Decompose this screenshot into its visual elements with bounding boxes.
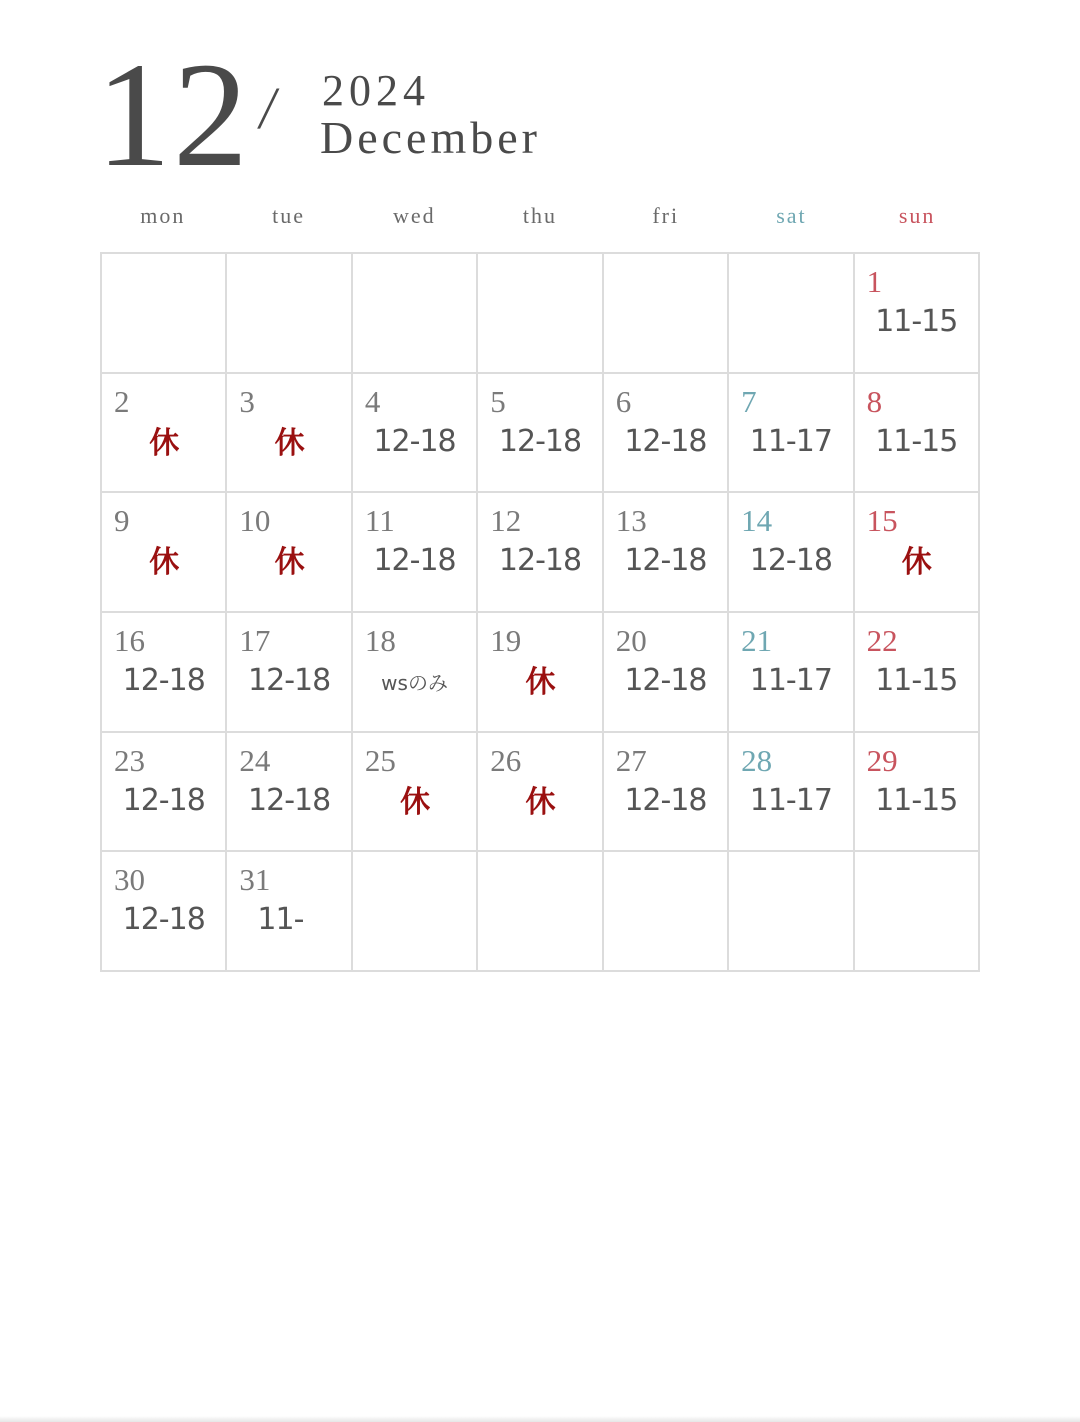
business-hours: 12-18: [498, 543, 582, 579]
weekday-fri: fri: [652, 203, 680, 228]
business-hours: 11-17: [749, 662, 832, 698]
year-label: 2024: [322, 66, 430, 115]
day-number: 15: [866, 503, 898, 539]
day-number: 25: [364, 742, 396, 778]
empty-cell: [729, 254, 854, 374]
business-hours: 12-18: [248, 782, 331, 818]
weekday-wed: wed: [392, 203, 436, 228]
day-cell-12: [478, 493, 603, 613]
business-hours: 11-: [257, 902, 304, 938]
day-cell-11: [353, 493, 478, 613]
workshop-only-note: wsのみ: [381, 670, 448, 695]
day-cell-26: [478, 733, 603, 853]
empty-cell: [604, 852, 729, 972]
day-number: 10: [239, 503, 271, 539]
closed-mark: 休: [525, 784, 555, 820]
day-number: 11: [364, 503, 395, 539]
closed-mark: 休: [149, 425, 179, 461]
business-hours: 12-18: [624, 543, 707, 579]
business-hours: 11-15: [875, 304, 958, 339]
day-number: 12: [490, 503, 522, 539]
day-cell-18: [353, 613, 478, 733]
day-number: 14: [741, 503, 773, 539]
day-cell-9: [102, 493, 227, 613]
business-hours: 12-18: [122, 782, 205, 818]
empty-cell: [353, 852, 478, 972]
header-slash: /: [255, 75, 282, 141]
day-number: 24: [239, 742, 271, 778]
day-cell-28: [729, 733, 854, 853]
day-number: 8: [866, 383, 883, 419]
day-number: 3: [239, 383, 255, 419]
closed-mark: 休: [525, 664, 555, 700]
business-hours: 11-15: [875, 662, 958, 698]
day-cell-1: [855, 254, 980, 374]
weekday-mon: mon: [140, 203, 186, 228]
closed-mark: 休: [149, 545, 179, 581]
day-cell-16: [102, 613, 227, 733]
day-number: 22: [866, 622, 898, 658]
weekday-thu: thu: [522, 203, 558, 228]
empty-cell: [353, 254, 478, 374]
business-hours: 11-17: [749, 423, 832, 459]
day-cell-31: [227, 852, 352, 972]
weekday-tue: tue: [272, 203, 305, 228]
business-hours: 12-18: [624, 662, 707, 698]
day-number: 16: [114, 622, 145, 658]
month-name-label: December: [320, 112, 541, 163]
day-number: 23: [114, 742, 145, 778]
business-hours: 12-18: [122, 902, 205, 938]
day-number: 18: [364, 622, 396, 658]
day-cell-14: [729, 493, 854, 613]
business-hours: 12-18: [122, 662, 205, 698]
day-number: 2: [114, 383, 130, 419]
day-cell-13: [604, 493, 729, 613]
day-cell-15: [855, 493, 980, 613]
day-cell-24: [227, 733, 352, 853]
day-cell-5: [478, 374, 603, 494]
empty-cell: [855, 852, 980, 972]
business-hours: 11-17: [749, 782, 832, 818]
business-hours: 11-15: [875, 782, 958, 818]
day-number: 30: [114, 862, 145, 898]
day-number: 7: [741, 383, 757, 419]
page-bottom-edge: [0, 1416, 1080, 1422]
empty-cell: [478, 852, 603, 972]
day-number: 5: [490, 383, 506, 419]
empty-cell: [102, 254, 227, 374]
day-cell-7: [729, 374, 854, 494]
day-number: 1: [866, 264, 883, 299]
day-cell-30: [102, 852, 227, 972]
empty-cell: [604, 254, 729, 374]
empty-cell: [729, 852, 854, 972]
day-number: 17: [239, 622, 271, 658]
business-hours: 12-18: [498, 423, 582, 459]
day-cell-20: [604, 613, 729, 733]
day-number: 20: [615, 622, 647, 658]
business-hours: 12-18: [373, 543, 456, 579]
weekday-header-row: [100, 200, 980, 232]
business-hours: 11-15: [875, 423, 958, 459]
day-number: 29: [866, 742, 898, 778]
closed-mark: 休: [274, 545, 304, 581]
closed-mark: 休: [274, 425, 304, 461]
day-number: 13: [615, 503, 647, 539]
closed-mark: 休: [400, 784, 430, 820]
day-number: 21: [741, 622, 773, 658]
day-number: 26: [490, 742, 522, 778]
day-cell-23: [102, 733, 227, 853]
day-number: 9: [114, 503, 130, 539]
weekday-sat: sat: [776, 203, 807, 228]
day-cell-6: [604, 374, 729, 494]
day-cell-8: [855, 374, 980, 494]
day-cell-22: [855, 613, 980, 733]
calendar-grid: [100, 252, 980, 972]
day-cell-25: [353, 733, 478, 853]
month-number: 12: [96, 32, 250, 198]
business-hours: 12-18: [749, 543, 832, 579]
day-number: 27: [615, 742, 647, 778]
closed-mark: 休: [901, 545, 931, 581]
weekday-sun: sun: [898, 203, 936, 228]
business-hours: 12-18: [624, 423, 707, 459]
day-cell-29: [855, 733, 980, 853]
day-number: 31: [239, 862, 271, 898]
day-number: 19: [490, 622, 522, 658]
day-cell-2: [102, 374, 227, 494]
day-number: 28: [741, 742, 773, 778]
day-cell-27: [604, 733, 729, 853]
empty-cell: [227, 254, 352, 374]
business-hours: 12-18: [624, 782, 707, 818]
day-cell-10: [227, 493, 352, 613]
empty-cell: [478, 254, 603, 374]
day-cell-17: [227, 613, 352, 733]
day-cell-21: [729, 613, 854, 733]
day-number: 6: [615, 383, 632, 419]
day-cell-3: [227, 374, 352, 494]
day-cell-19: [478, 613, 603, 733]
day-number: 4: [364, 383, 381, 419]
business-hours: 12-18: [373, 423, 456, 459]
day-cell-4: [353, 374, 478, 494]
business-hours: 12-18: [248, 662, 331, 698]
